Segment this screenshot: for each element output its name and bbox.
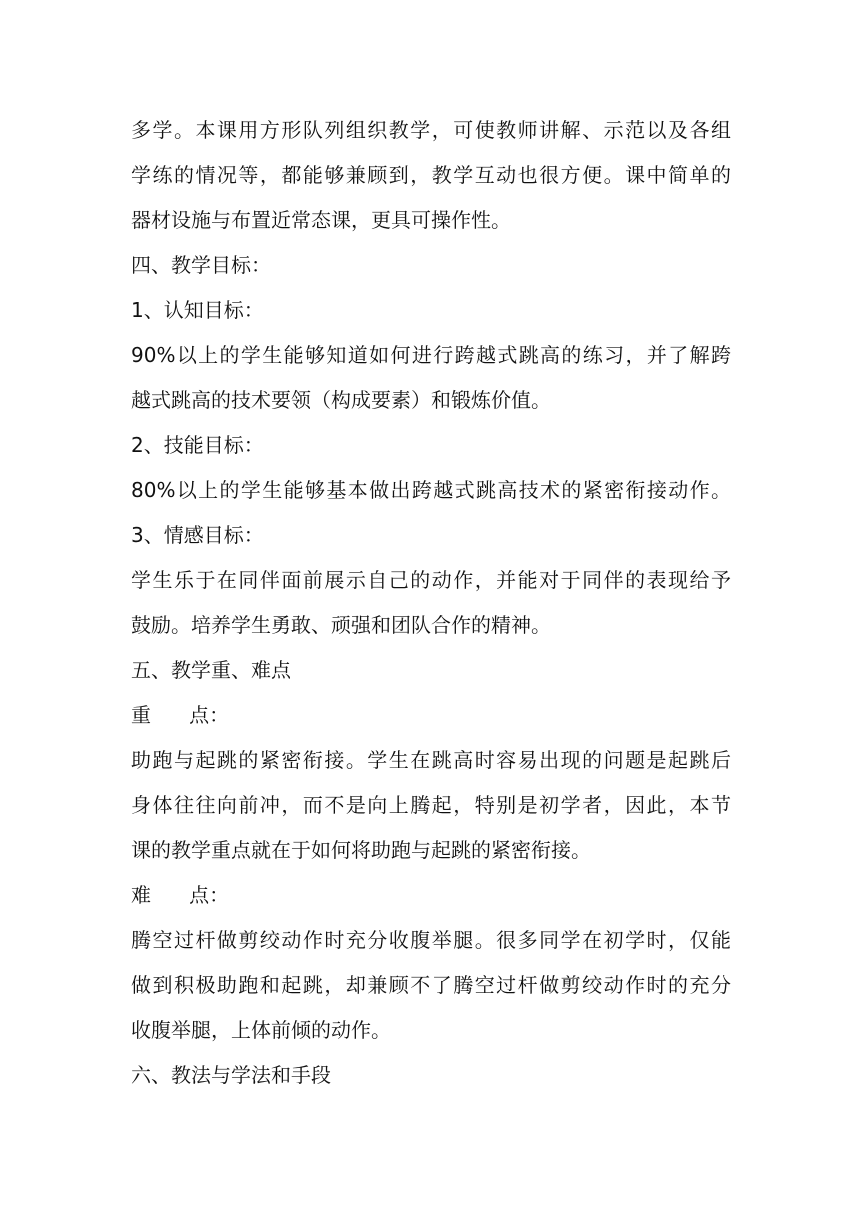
paragraph-line: 身体往往向前冲，而不是向上腾起，特别是初学者，因此，本节	[131, 793, 731, 817]
document-body	[131, 108, 731, 1098]
subheading: 重 点：	[131, 703, 230, 727]
paragraph-line: 多学。本课用方形队列组织教学，可使教师讲解、示范以及各组	[131, 118, 731, 142]
paragraph-line: 做到积极助跑和起跳，却兼顾不了腾空过杆做剪绞动作时的充分	[131, 973, 731, 997]
section-heading: 五、教学重、难点	[131, 658, 291, 682]
paragraph-line: 器材设施与布置近常态课，更具可操作性。	[131, 208, 511, 232]
subheading: 难 点：	[131, 883, 230, 907]
subheading: 2、技能目标：	[131, 433, 264, 457]
paragraph-line: 学练的情况等，都能够兼顾到，教学互动也很方便。课中简单的	[131, 163, 731, 187]
paragraph-line: 鼓励。培养学生勇敢、顽强和团队合作的精神。	[131, 613, 551, 637]
paragraph-line: 腾空过杆做剪绞动作时充分收腹举腿。很多同学在初学时，仅能	[131, 928, 731, 952]
paragraph-line: 越式跳高的技术要领（构成要素）和锻炼价值。	[131, 388, 551, 412]
section-heading: 四、教学目标：	[131, 253, 271, 277]
subheading: 1、认知目标：	[131, 298, 264, 322]
paragraph-line: 80%以上的学生能够基本做出跨越式跳高技术的紧密衔接动作。	[131, 478, 731, 502]
paragraph-line: 90%以上的学生能够知道如何进行跨越式跳高的练习，并了解跨	[131, 343, 731, 367]
section-heading: 六、教法与学法和手段	[131, 1063, 331, 1087]
paragraph-line: 课的教学重点就在于如何将助跑与起跳的紧密衔接。	[131, 838, 591, 862]
paragraph-line: 收腹举腿，上体前倾的动作。	[131, 1018, 391, 1042]
subheading: 3、情感目标：	[131, 523, 264, 547]
paragraph-line: 学生乐于在同伴面前展示自己的动作，并能对于同伴的表现给予	[131, 568, 731, 592]
paragraph-line: 助跑与起跳的紧密衔接。学生在跳高时容易出现的问题是起跳后	[131, 748, 731, 772]
